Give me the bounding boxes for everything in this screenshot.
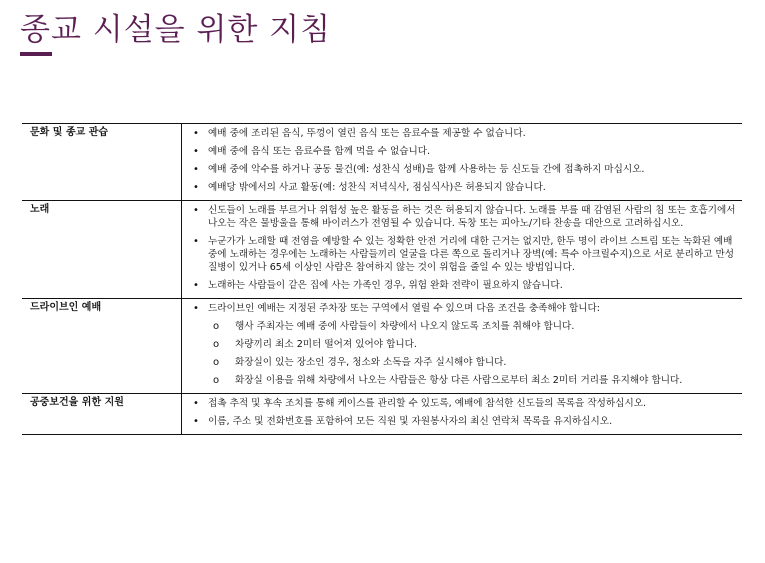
list-item: • 이름, 주소 및 전화번호를 포함하여 모든 직원 및 자원봉사자의 최신 연락처 목록을 유지하십시오. [193,416,613,427]
list-item: • 예배당 밖에서의 사교 활동(예: 성찬식 저녁식사, 점심식사)은 허용되지 않습니다. [193,182,546,193]
bullet-icon: • [193,205,199,216]
list-item: • 신도들이 노래를 부르거나 위험성 높은 활동을 하는 것은 허용되지 않습니다. 노래를 부를 때 감염된 사람의 침 또는 호흡기에서 나오는 작은 물방울을 통해 바이러스가 전염될 수 있습니다. 독창 또는 피아노/기타 찬송을 대안으로 고려하십시오. [193,205,736,229]
bullet-icon: • [193,416,199,427]
row-category: 노래 [22,201,182,298]
row-content [182,299,742,393]
sub-list-item: o 화장실이 있는 장소인 경우, 청소와 소독을 자주 실시해야 합니다. [213,357,507,368]
page-title: 종교 시설을 위한 지침 [20,12,332,48]
circle-bullet-icon: o [213,339,220,350]
list-item: • 접촉 추적 및 후속 조치를 통해 케이스를 관리할 수 있도록, 예배에 참석한 신도들의 목록을 작성하십시오. [193,398,647,409]
circle-bullet-icon: o [213,375,220,386]
table-row [22,299,742,394]
table-row [22,394,742,435]
row-content [182,394,742,434]
row-category: 공중보건을 위한 지원 [22,394,182,434]
bullet-icon: • [193,303,199,314]
bullet-icon: • [193,146,199,157]
table-row [22,201,742,299]
row-content [182,124,742,200]
bullet-icon: • [193,164,199,175]
circle-bullet-icon: o [213,321,220,332]
bullet-icon: • [193,280,199,291]
bullet-icon: • [193,398,199,409]
title-underline [20,52,52,56]
list-item: • 누군가가 노래할 때 전염을 예방할 수 있는 정확한 안전 거리에 대한 근거는 없지만, 한두 명이 라이브 스트림 또는 녹화된 예배 중에 노래하는 경우에는 노래하는 사람들끼리 얼굴을 다른 쪽으로 돌리거나 장벽(예: 특수 아크릴수지)으로 서로 분리하고 만성 질병이 있거나 65세 이상인 사람은 참여하지 않는 것이 위험을 줄일 수 있는 방법입니다. [193,236,735,273]
guidelines-table [22,123,742,435]
list-item: • 드라이브인 예배는 지정된 주차장 또는 구역에서 열릴 수 있으며 다음 조건을 충족해야 합니다: [193,303,600,314]
list-item: • 예배 중에 악수를 하거나 공동 물건(예: 성찬식 성배)을 함께 사용하는 등 신도들 간에 접촉하지 마십시오. [193,164,645,175]
table-row [22,124,742,201]
sub-list-item: o 차량끼리 최소 2미터 떨어져 있어야 합니다. [213,339,417,350]
row-content [182,201,742,298]
circle-bullet-icon: o [213,357,220,368]
row-category: 문화 및 종교 관습 [22,124,182,200]
sub-list-item: o 행사 주최자는 예배 중에 사람들이 차량에서 나오지 않도록 조치를 취해야 합니다. [213,321,575,332]
bullet-icon: • [193,182,199,193]
bullet-icon: • [193,128,199,139]
list-item: • 예배 중에 음식 또는 음료수를 함께 먹을 수 없습니다. [193,146,431,157]
list-item: • 예배 중에 조리된 음식, 뚜껑이 열린 음식 또는 음료수를 제공할 수 없습니다. [193,128,526,139]
row-category: 드라이브인 예배 [22,299,182,393]
sub-list-item: o 화장실 이용을 위해 차량에서 나오는 사람들은 항상 다른 사람으로부터 최소 2미터 거리를 유지해야 합니다. [213,375,683,386]
list-item: • 노래하는 사람들이 같은 집에 사는 가족인 경우, 위험 완화 전략이 필요하지 않습니다. [193,280,563,291]
bullet-icon: • [193,236,199,247]
